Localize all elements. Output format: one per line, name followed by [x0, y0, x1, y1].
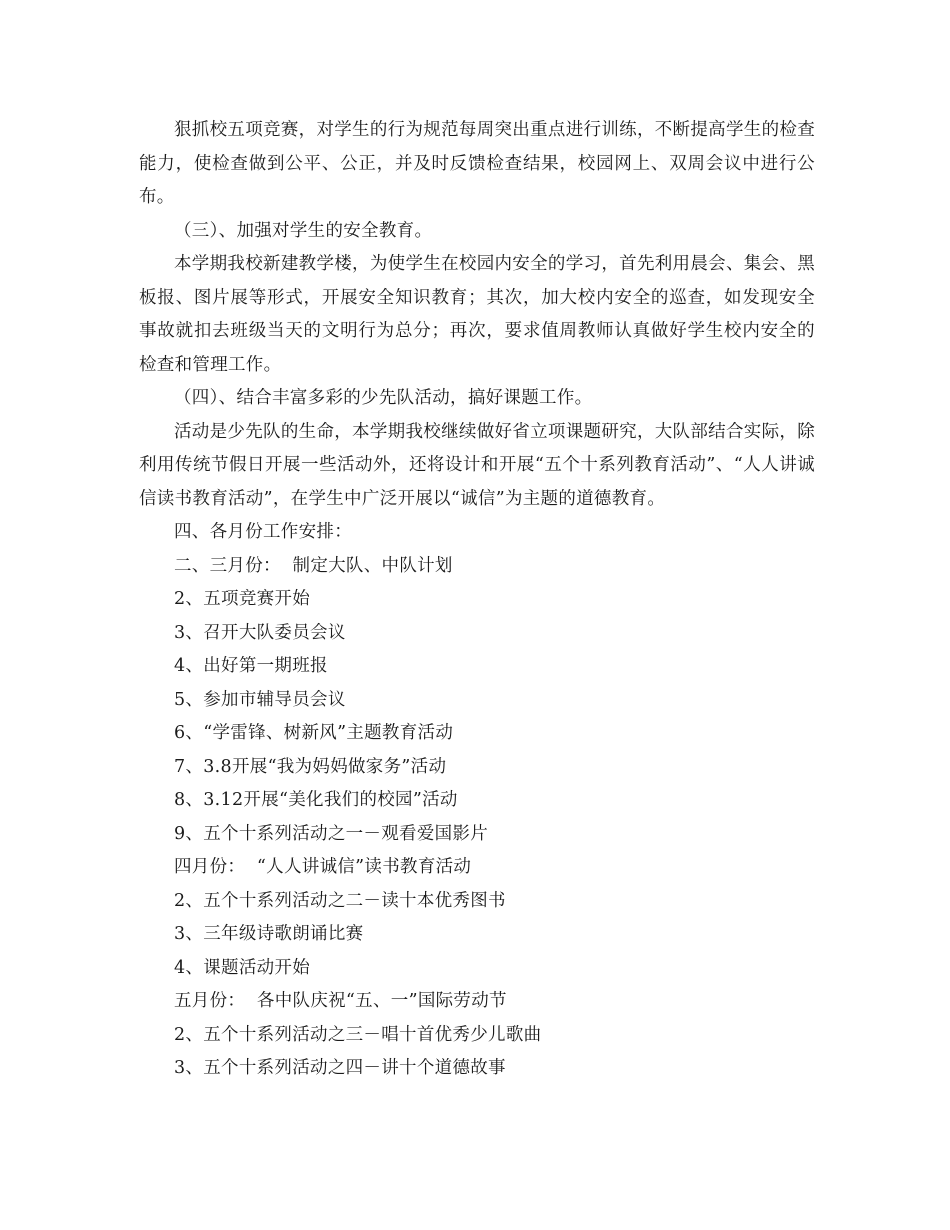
schedule-item: 4、课题活动开始 — [174, 957, 311, 978]
schedule-item: 五月份： 各中队庆祝“五、一”国际劳动节 — [174, 991, 507, 1011]
schedule-item: 7、3.8开展“我为妈妈做家务”活动 — [174, 756, 447, 777]
schedule-item: 二、三月份： 制定大队、中队计划 — [174, 555, 453, 576]
schedule-heading: 四、各月份工作安排： — [174, 522, 352, 542]
document-body — [139, 114, 815, 1086]
schedule-item: 2、五项竞赛开始 — [174, 589, 311, 609]
schedule-item: 9、五个十系列活动之一－观看爱国影片 — [174, 823, 489, 844]
schedule-item: 6、“学雷锋、树新风”主题教育活动 — [174, 723, 454, 743]
schedule-item: 3、三年级诗歌朗诵比赛 — [174, 924, 364, 944]
schedule-item: 3、召开大队委员会议 — [174, 622, 346, 643]
section-heading-safety: （三）、加强对学生的安全教育。 — [174, 220, 433, 241]
schedule-item: 4、出好第一期班报 — [174, 656, 328, 676]
schedule-item: 8、3.12开展“美化我们的校园”活动 — [174, 790, 458, 810]
schedule-item: 2、五个十系列活动之三－唱十首优秀少儿歌曲 — [174, 1024, 542, 1045]
schedule-item: 5、参加市辅导员会议 — [174, 689, 346, 710]
paragraph-safety-education: 本学期我校新建教学楼，为使学生在校园内安全的学习，首先利用晨会、集会、黑板报、图片展等形式，开展安全知识教育；其次，加大校内安全的巡查，如发现安全事故就扣去班级当天的文明行为总分；再次，要求值周教师认真做好学生校内安全的检查和管理工作。 — [139, 254, 815, 375]
schedule-item: 3、五个十系列活动之四－讲十个道德故事 — [174, 1058, 506, 1078]
paragraph-young-pioneers: 活动是少先队的生命，本学期我校继续做好省立项课题研究，大队部结合实际，除利用传统节假日开展一些活动外，还将设计和开展“五个十系列教育活动”、“人人讲诚信读书教育活动”，在学生中广泛开展以“诚信”为主题的道德教育。 — [139, 421, 815, 509]
schedule-item: 四月份： “人人讲诚信”读书教育活动 — [174, 857, 472, 877]
paragraph-five-competitions: 狠抓校五项竞赛，对学生的行为规范每周突出重点进行训练，不断提高学生的检查能力，使检查做到公平、公正，并及时反馈检查结果，校园网上、双周会议中进行公布。 — [139, 120, 815, 207]
section-heading-activities: （四）、结合丰富多彩的少先队活动，搞好课题工作。 — [174, 388, 593, 408]
schedule-item: 2、五个十系列活动之二－读十本优秀图书 — [174, 890, 506, 911]
